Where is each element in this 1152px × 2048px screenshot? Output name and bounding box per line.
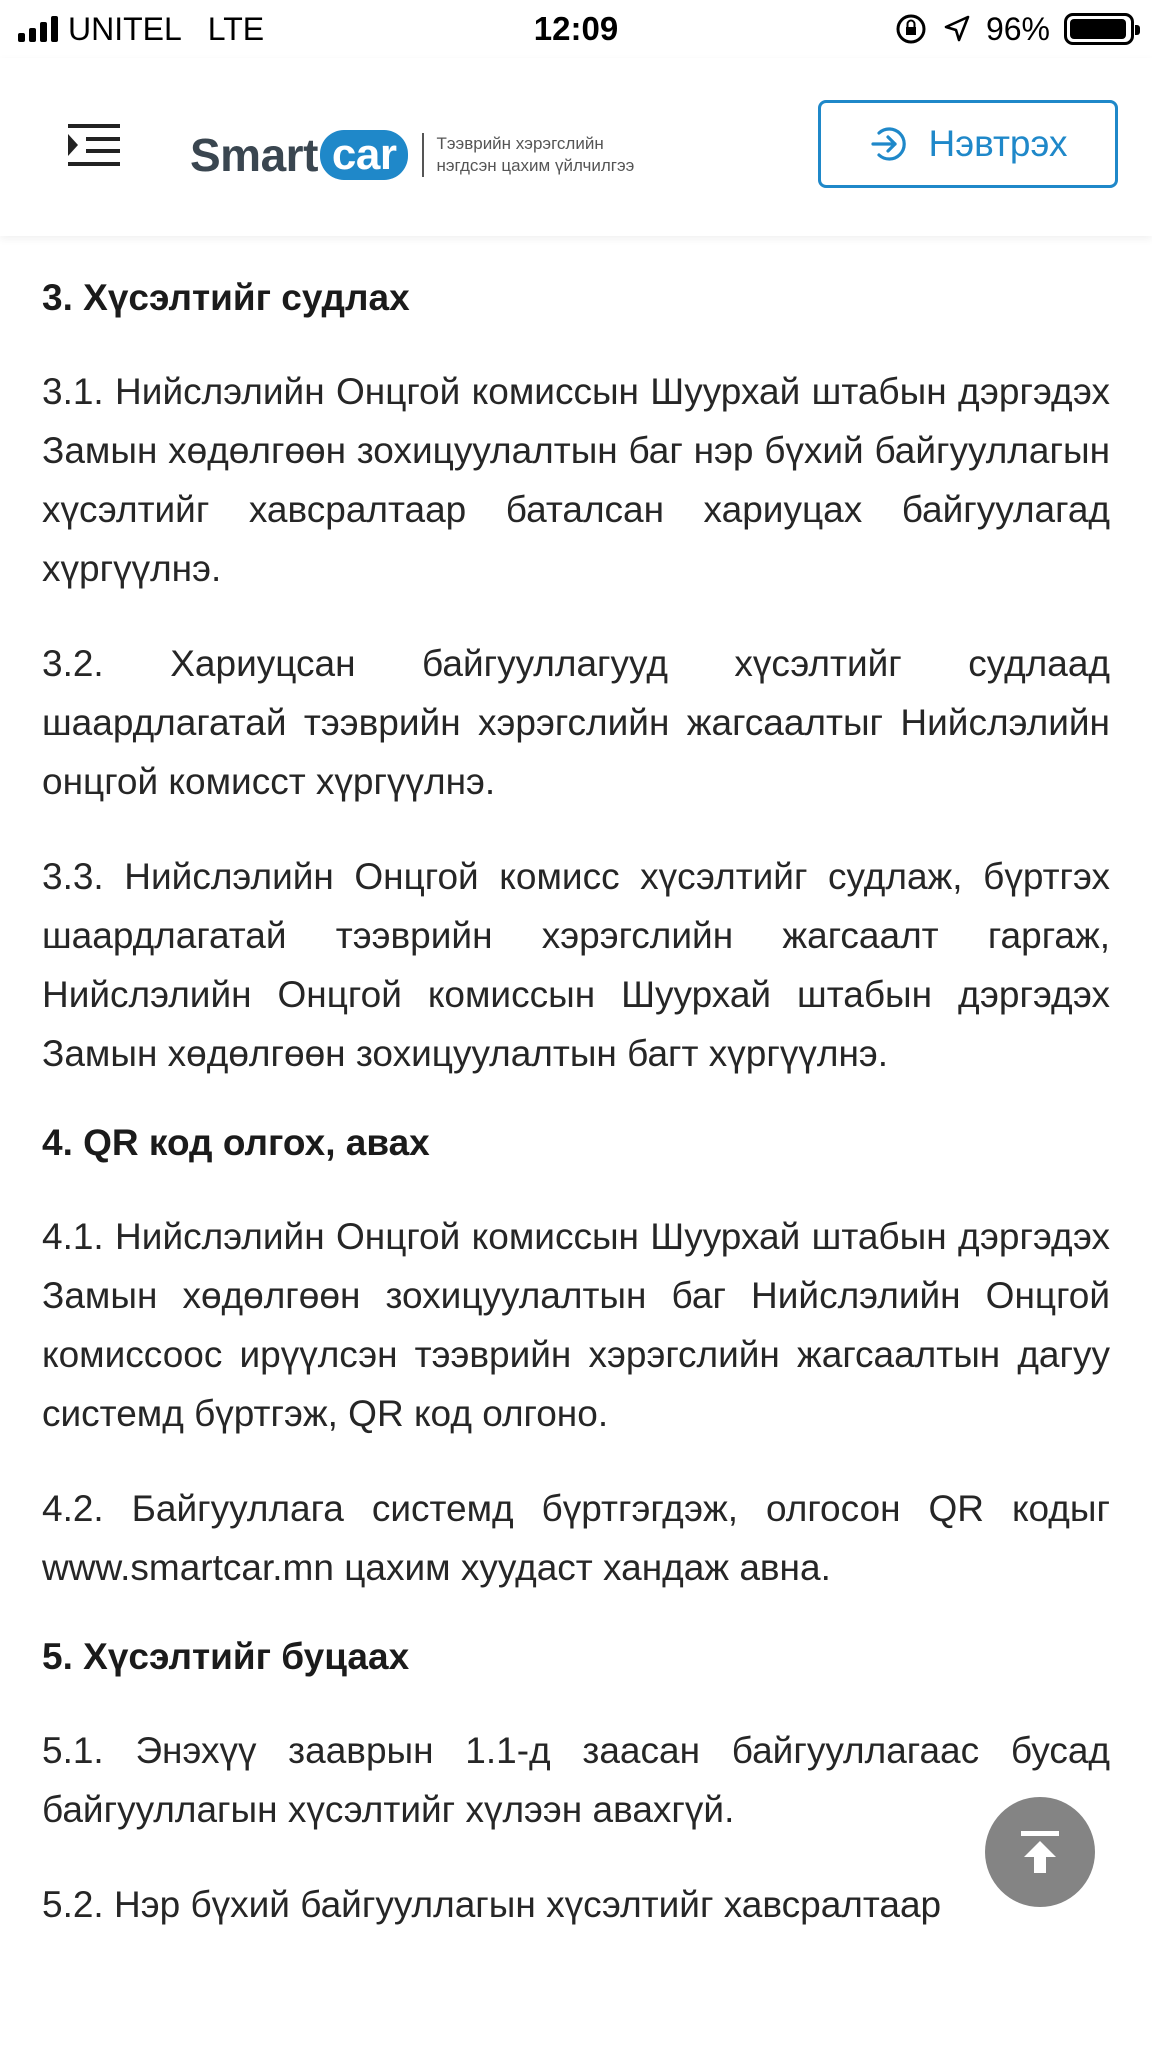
page-content xyxy=(42,236,1110,1934)
battery-fill xyxy=(1070,19,1126,39)
menu-icon xyxy=(68,122,120,168)
status-left xyxy=(18,11,264,48)
paragraph: 5.2. Нэр бүхий байгууллагын хүсэлтийг хавсралтаар xyxy=(42,1884,942,1925)
section-3 xyxy=(42,268,1110,1083)
paragraph: 4.1. Нийслэлийн Онцгой комиссын Шуурхай штабын дэргэдэх Замын хөдөлгөөн зохицуулалтын баг Нийслэлийн Онцгой комиссоос ирүүлсэн тээврийн хэрэгслийн жагсаалтын дагуу системд бүртгэж, QR код олгоно. xyxy=(42,1216,1110,1434)
section-title: 3. Хүсэлтийг судлах xyxy=(42,277,410,318)
site-header xyxy=(0,58,1152,236)
status-right xyxy=(894,11,1134,48)
logo-highlight: car xyxy=(320,130,409,180)
paragraph: 3.3. Нийслэлийн Онцгой комисс хүсэлтийг судлаж, бүртгэх шаардлагатай тээврийн хэрэгслийн жагсаалт гаргаж, Нийслэлийн Онцгой комиссын Шуурхай штабын дэргэдэх Замын хөдөлгөөн зохицуулалтын багт хүргүүлнэ. xyxy=(42,856,1110,1074)
section-5 xyxy=(42,1627,1110,1934)
battery-percent: 96% xyxy=(985,10,1050,47)
paragraph: 3.2. Хариуцсан байгууллагууд хүсэлтийг судлаад шаардлагатай тээврийн хэрэгслийн жагсаалтыг Нийслэлийн онцгой комисст хүргүүлнэ. xyxy=(42,643,1110,802)
signal-icon xyxy=(18,16,58,42)
paragraph: 3.1. Нийслэлийн Онцгой комиссын Шуурхай штабын дэргэдэх Замын хөдөлгөөн зохицуулалтын баг нэр бүхий байгууллагын хүсэлтийг хавсралтаар баталсан хариуцах байгуулагад хүргүүлнэ. xyxy=(42,371,1110,589)
logo-tagline: Тээврийн хэрэгслийн нэгдсэн цахим үйлчилгээ xyxy=(422,133,662,177)
location-arrow-icon xyxy=(942,14,972,44)
status-time: 12:09 xyxy=(533,10,619,47)
smartcar-logo[interactable] xyxy=(190,128,662,182)
section-title: 5. Хүсэлтийг буцаах xyxy=(42,1636,410,1677)
scroll-to-top-button[interactable] xyxy=(985,1797,1095,1907)
arrow-up-icon xyxy=(1015,1827,1065,1877)
status-bar xyxy=(0,0,1152,58)
battery-icon xyxy=(1064,13,1134,45)
carrier-name: UNITEL xyxy=(68,10,182,47)
section-title: 4. QR код олгох, авах xyxy=(42,1122,430,1163)
network-type: LTE xyxy=(207,10,265,47)
rotation-lock-icon xyxy=(894,12,928,46)
logo-wordmark xyxy=(190,128,408,182)
menu-button[interactable] xyxy=(68,122,120,168)
logo-text: Smart xyxy=(190,129,318,181)
section-4 xyxy=(42,1113,1110,1597)
login-button[interactable] xyxy=(818,100,1118,188)
login-icon xyxy=(869,123,911,165)
login-label: Нэвтрэх xyxy=(928,123,1068,164)
paragraph: 4.2. Байгууллага системд бүртгэгдэж, олгосон QR кодыг www.smartcar.mn цахим хуудаст хандаж авна. xyxy=(42,1488,1110,1588)
paragraph: 5.1. Энэхүү зааврын 1.1-д заасан байгууллагаас бусад байгууллагын хүсэлтийг хүлээн авахгүй. xyxy=(42,1730,1110,1830)
